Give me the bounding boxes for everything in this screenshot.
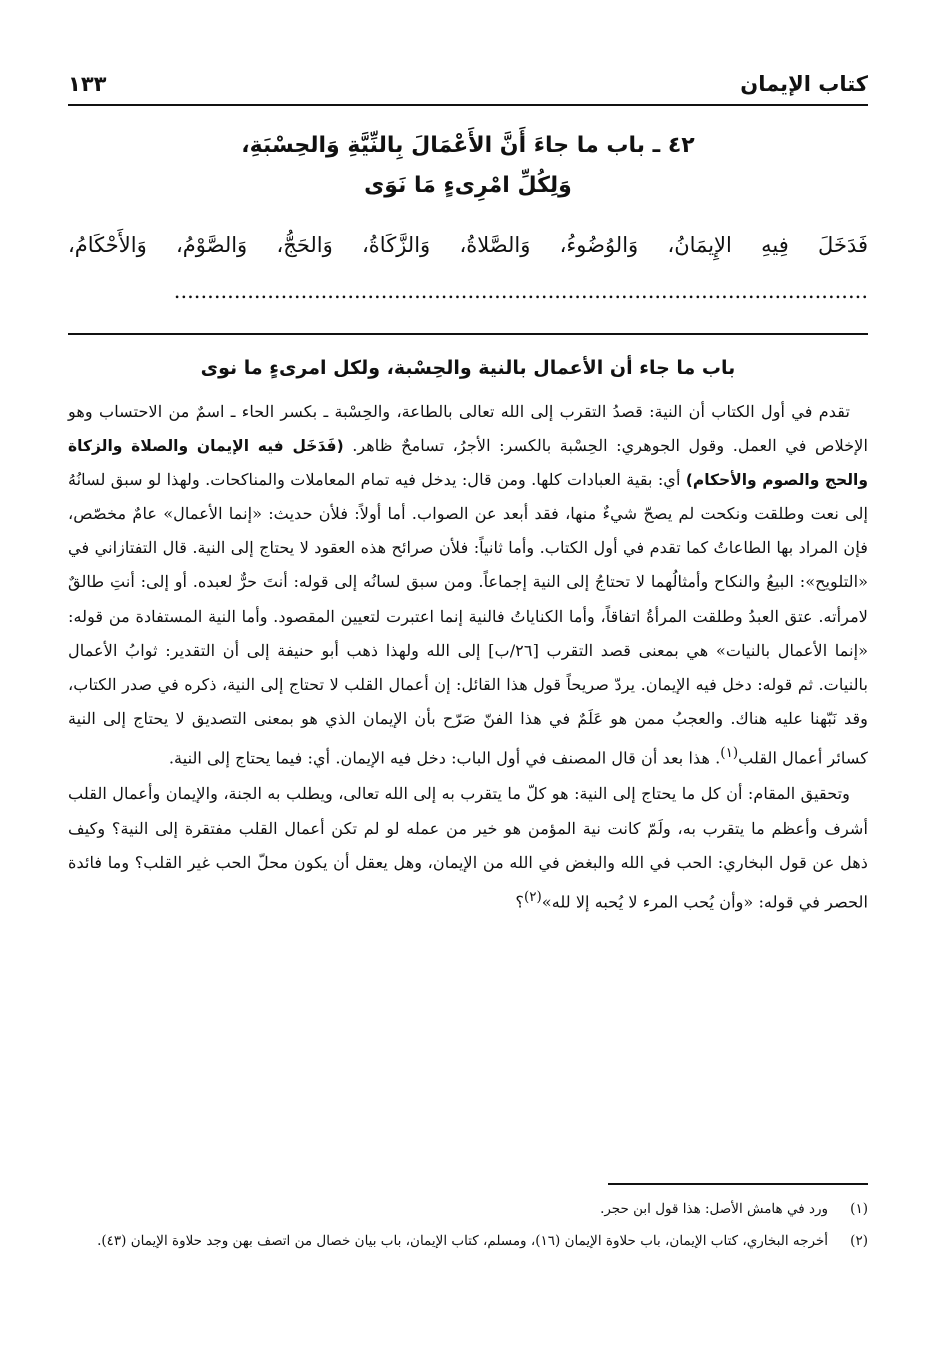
footnote-1 bbox=[68, 1195, 868, 1223]
footnote-1-text: ورد في هامش الأصل: هذا قول ابن حجر. bbox=[600, 1201, 828, 1217]
chapter-heading bbox=[68, 126, 868, 206]
matn-separator-rule bbox=[68, 333, 868, 335]
matn-text bbox=[68, 222, 868, 314]
commentary-body bbox=[68, 395, 868, 919]
footnote-2 bbox=[68, 1227, 868, 1255]
header-rule bbox=[68, 104, 868, 106]
matn-dotted-leader: ........................................................................................................ bbox=[173, 279, 868, 303]
page-number: ١٣٣ bbox=[68, 72, 107, 96]
commentary-paragraph-1 bbox=[68, 395, 868, 775]
commentary-p1-end: . هذا بعد أن قال المصنف في أول الباب: دخل فيه الإيمان. أي: فيما يحتاج إلى النية. bbox=[168, 748, 721, 768]
commentary-p1-main: أي: بقية العبادات كلها. ومن قال: يدخل فيه تمام المعاملات والمناكحات. ولهذا لو سبق لسانُهُ إلى نعت وطلقت ونكحت لم يصحّ شيءٌ منها، فقد أبعد عن الصواب. أما أولاً: فلأن حديث: «إنما الأعمال» عامٌ مخصّص، فإن المراد بها الطاعاتُ كما تقدم في أول الكتاب. وأما ثانياً: فلأن صرائح هذه العقود لا يحتاج إلى النية. قال التفتازاني في «التلويح»: البيعُ والنكاح وأمثالُهما لا تحتاجُ إلى النية إجماعاً. ومن سبق لسانُه إلى قوله: أنتَ حرٌّ لعبده. أو إلى: أنتِ طالقٌ لامرأته. عتق العبدُ وطلقت المرأةُ اتفاقاً، وأما الكناياتُ فالنية إنما اعتبرت لتعيين المقصود. وأما النية المستفادة من قوله: «إنما الأعمال بالنيات» هي بمعنى قصد التقرب [٢٦/ب] إلى الله ولهذا ذهب أبو حنيفة إلى أن التقدير: ثوابُ الأعمال بالنيات. ثم قوله: دخل فيه الإيمان. يردّ صريحاً قول هذا القائل: إن أعمال القلب لا تحتاج إلى النية، ذكره في صدر الكتاب، وقد نَبّهنا عليه هناك. والعجبُ ممن هو عَلَمٌ في هذا الفنّ صَرّح بأن الإيمان الذي هو بمعنى التصديق لا يحتاج إلى النية كسائر أعمال القلب bbox=[68, 470, 868, 768]
footnote-ref-2[interactable]: (٢) bbox=[523, 888, 542, 905]
commentary-p2-text: وتحقيق المقام: أن كل ما يحتاج إلى النية: هو كلّ ما يتقرب به إلى الله تعالى، ويطلب به الجنة، والإيمان وأعمال القلب أشرف وأعظم ما يتقرب به، ولَمّ كانت نية المؤمن هو خير من عمله لو لم تكن أعمال القلب مفتقرة إلى النية؟ وكيف ذهل عن قول البخاري: الحب في الله والبغض في الله من الإيمان، وهل يعقل أن يكون محلّ الحب غير القلب؟ وما فائدة الحصر في قوله: «وأن يُحب المرء لا يُحبه إلا لله» bbox=[68, 784, 868, 912]
footnote-ref-1[interactable]: (١) bbox=[720, 744, 739, 761]
footnote-1-number: (١) bbox=[850, 1201, 868, 1217]
commentary-p1-quoted-matn: (فَدَخَل فيه الإيمان والصلاة والزكاة والحج والصوم والأحكام) bbox=[68, 437, 868, 490]
commentary-p1-intro: تقدم في أول الكتاب أن النية: قصدُ التقرب إلى الله تعالى بالطاعة، والحِسْبة ـ بكسر الحاء ـ اسمٌ من الاحتساب وهو الإخلاص في العمل. وقول الجوهري: الحِسْبة بالكسر: الأجرُ، تسامحٌ ظاهر. bbox=[68, 402, 868, 456]
book-page bbox=[68, 0, 868, 1365]
footnote-2-number: (٢) bbox=[850, 1233, 868, 1249]
footnote-rule bbox=[608, 1183, 868, 1185]
book-title: كتاب الإيمان bbox=[740, 72, 868, 96]
commentary-title: باب ما جاء أن الأعمال بالنية والحِسْبة، ولكل امرىءٍ ما نوى bbox=[200, 357, 736, 379]
chapter-heading-line-1: ٤٢ ـ باب ما جاءَ أَنَّ الأَعْمَالَ بِالنِّيَّةِ وَالحِسْبَةِ، bbox=[241, 133, 695, 158]
matn-body: فَدَخَلَ فِيهِ الإِيمَانُ، وَالوُضُوءُ، وَالصَّلاةُ، وَالزَّكَاةُ، وَالحَجُّ، وَالصَّوْمُ، وَالأَحْكَامُ، bbox=[68, 233, 868, 257]
running-header bbox=[68, 64, 868, 104]
footnotes bbox=[68, 1195, 868, 1259]
footnote-2-text: أخرجه البخاري، كتاب الإيمان، باب حلاوة الإيمان (١٦)، ومسلم، كتاب الإيمان، باب بيان خصال من اتصف بهن وجد حلاوة الإيمان (٤٣). bbox=[97, 1233, 828, 1249]
chapter-heading-line-2: وَلِكُلِّ امْرِىءٍ مَا نَوَى bbox=[364, 173, 572, 198]
commentary-p2-end: ؟ bbox=[515, 892, 524, 912]
commentary-paragraph-2 bbox=[68, 777, 868, 919]
